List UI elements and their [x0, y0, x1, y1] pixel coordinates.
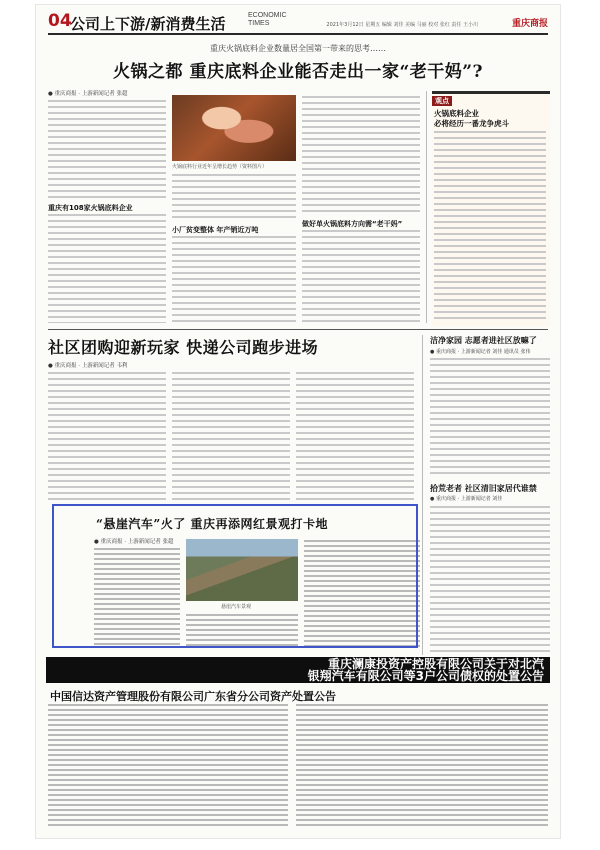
- issue-meta: 2021年3月12日 星期五 编辑 刘佳 美编 马丽 校对 张红 责任 王小川: [326, 22, 478, 28]
- ad-title: 中国信达资产管理股份有限公司广东省分公司资产处置公告: [50, 690, 336, 703]
- photo-caption: 火锅底料行业近年呈增长趋势（资料图片）: [172, 164, 268, 170]
- subhead: 小厂贫变整体 年产销近万吨: [172, 226, 259, 234]
- photo-caption: 悬崖汽车景观: [221, 604, 252, 610]
- sidebar-title: 火锅底料企业: [434, 109, 479, 118]
- highlight-frame: [52, 504, 418, 648]
- sidebar-story-title: 拾荒老者 社区清旧家居代谁禁: [430, 483, 537, 493]
- sidebar-text: [434, 130, 546, 320]
- article-text-column: [302, 95, 420, 215]
- opinion-sidebar: [432, 91, 550, 326]
- sidebar-story-text: [430, 505, 550, 655]
- highlight-story-byline: ● 重庆商报 · 上游新闻记者 张超: [94, 539, 174, 545]
- subhead: 做好单火锅底料方向需“老干妈”: [302, 220, 403, 228]
- article-text-column: [172, 173, 296, 221]
- article-text-column: [48, 371, 166, 503]
- sidebar-story-byline: ● 重庆商报 · 上游新闻记者 刘佳 通讯员 张伟: [430, 349, 531, 355]
- top-story-byline: ● 重庆商报 · 上游新闻记者 张超: [48, 91, 128, 97]
- article-text-column: [172, 235, 296, 323]
- sidebar-story-title: 洁净家园 志愿者进社区放嘛了: [430, 335, 537, 345]
- opinion-tag: 观点: [432, 96, 452, 106]
- subhead: 重庆有108家火锅底料企业: [48, 204, 133, 212]
- sidebar-story-byline: ● 重庆商报 · 上游新闻记者 刘佳: [430, 496, 503, 502]
- second-story-byline: ● 重庆商报 · 上游新闻记者 韦利: [48, 363, 128, 369]
- section-english: ECONOMIC TIMES: [248, 12, 287, 27]
- newspaper-page: [36, 5, 560, 838]
- column-divider: [426, 91, 427, 323]
- section-title: 公司上下游/新消费生活: [70, 15, 226, 33]
- highlight-story-headline: “悬崖汽车”火了 重庆再添网红景观打卡地: [96, 517, 328, 531]
- article-text-column: [302, 229, 420, 323]
- hotpot-photo: [172, 95, 296, 161]
- sidebar-title-line-2: 必将经历一番龙争虎斗: [434, 119, 509, 128]
- article-text-column: [172, 371, 290, 503]
- announcement-banner: [46, 657, 550, 683]
- sidebar-story-text: [430, 357, 550, 475]
- page-number: 04: [48, 11, 72, 31]
- second-story-headline: 社区团购迎新玩家 快递公司跑步进场: [48, 338, 319, 357]
- article-text-column: [48, 213, 166, 323]
- article-text-column: [48, 99, 166, 201]
- banner-line-1: 重庆澜康投资产控股有限公司关于对北汽: [327, 657, 544, 671]
- column-divider: [422, 335, 423, 655]
- masthead: [48, 11, 548, 35]
- banner-line-2: 银翔汽车有限公司等3户公司债权的处置公告: [307, 669, 544, 683]
- top-story-headline: 火锅之都 重庆底料企业能否走出一家“老干妈”?: [113, 62, 483, 82]
- newspaper-logo: 重庆商报: [511, 19, 548, 29]
- article-text-column: [296, 371, 414, 503]
- ad-text-block: [48, 703, 288, 829]
- ad-text-block: [296, 703, 548, 829]
- section-rule: [48, 329, 548, 330]
- top-story-kicker: 重庆火锅底料企业数量居全国第一带来的思考……: [210, 44, 386, 53]
